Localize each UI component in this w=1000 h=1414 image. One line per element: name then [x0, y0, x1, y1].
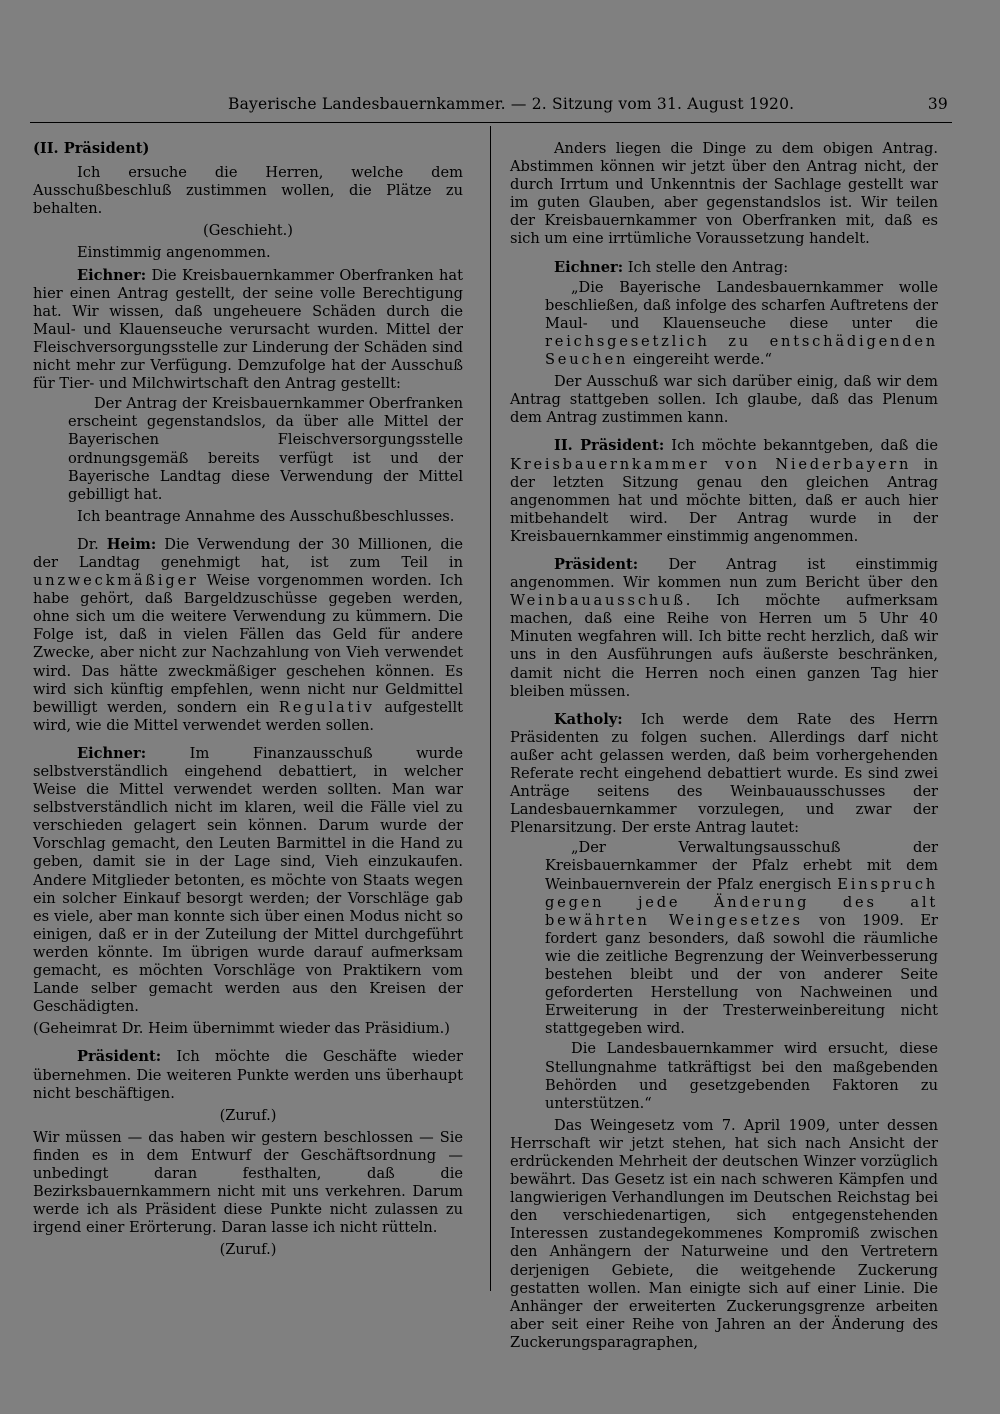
motion-quote [545, 279, 938, 369]
paragraph: Ich beantrage Annahme des Ausschußbeschlusses. [77, 507, 455, 525]
stage-direction: (Geschieht.) [203, 222, 293, 240]
column-divider [490, 126, 491, 1291]
speech [510, 437, 938, 546]
quote-text: von 1909. Er fordert ganz besonders, daß sowohl die räumliche wie die zeitliche Begrenzung der Weinverbesserung bestehen bleibt und der von anderer Seite geforderten Herstellung von Nachweinen und Erweiterung in der Tresterweinbereitung nicht stattgegeben wird. [545, 911, 938, 1038]
quote-text: „Die Bayerische Landesbauernkammer wolle beschließen, daß infolge des scharfen Auftretens der Maul- und Klauenseuche diese unter die [545, 278, 938, 332]
left-column [33, 140, 463, 1259]
continuation-heading: (II. Präsident) [33, 140, 150, 157]
quote-text: eingereiht werde.“ [628, 351, 772, 369]
right-column [510, 140, 938, 1352]
speech [510, 259, 938, 277]
speaker-name: II. Präsident: [554, 437, 665, 455]
stage-direction: (Zuruf.) [219, 1241, 277, 1259]
stage-direction: (Geheimrat Dr. Heim übernimmt wieder das Präsidium.) [33, 1020, 450, 1038]
paragraph: Anders liegen die Dinge zu dem obigen Antrag. Abstimmen können wir jetzt über den Antrag nicht, der durch Irrtum und Unkenntnis der Sachlage gestellt war im guten Glauben, aber gegenstandslos ist. Wir teilen der Kreisbauernkammer von Oberfranken mit, daß es sich um eine irrtümliche Voraussetzung handelt. [510, 140, 938, 248]
speaker-name: Präsident: [554, 555, 639, 573]
speaker-name: Heim: [106, 535, 157, 553]
motion-quote: Der Antrag der Kreisbauernkammer Oberfranken erscheint gegenstandslos, da über alle Mittel der Bayerischen Fleischversorgungsstelle ordnungsgemäß bereits verfügt ist und der Bayerische Landtag diese Verwendung der Mittel gebilligt hat. [68, 395, 463, 503]
running-header [30, 95, 970, 121]
spaced-emphasis: Kreisbauernkammer von Niederbayern [510, 455, 912, 473]
speech-text: Die Verwendung der 30 Millionen, die der Landtag genehmigt hat, ist zum Teil in [33, 535, 463, 571]
speech-text: Ich möchte bekanntgeben, daß die [664, 437, 938, 455]
paragraph: Das Weingesetz vom 7. April 1909, unter dessen Herrschaft wir jetzt stehen, hat sich nach Ansicht der erdrückenden Mehrheit der deutschen Winzer vorzüglich bewährt. Das Gesetz ist ein nach schweren Kämpfen und langwierigen Verhandlungen im Deutschen Reichstag bei den verschiedenartigen, sich entgegenstehenden Interessen zustandegekommenes Kompromiß zwischen den Anhängern der Naturweine und den Vertretern derjenigen Gebiete, die weitgehende Zuckerung gestatten wollen. Man einigte sich auf einer Linie. Die Anhänger der erweiterten Zuckerungsgrenze arbeiten aber seit einer Reihe von Jahren an der Änderung des Zuckerungsparagraphen, [510, 1116, 938, 1351]
motion-quote [545, 839, 938, 1038]
motion-quote: Die Landesbauernkammer wird ersucht, diese Stellungnahme tatkräftigst bei den maßgebenden Behörden und gesetzgebenden Faktoren zu unterstützen.“ [545, 1040, 938, 1112]
quote-text: „Der Verwaltungsausschuß der Kreisbauernkammer der Pfalz erhebt mit dem Weinbauernverein der Pfalz energisch [545, 839, 938, 893]
speech-text: Ich werde dem Rate des Herrn Präsidenten zu folgen suchen. Allerdings darf nicht außer acht gelassen werden, daß beim vorhergehenden Referate recht eingehend debattiert wurde. Es sind zwei Anträge seitens des Weinbauausschusses der Landesbauernkammer vorzulegen, und zwar der Plenarsitzung. Der erste Antrag lautet: [510, 710, 938, 837]
speech [33, 745, 463, 1016]
spaced-emphasis: unzweckmäßiger [33, 572, 199, 590]
speech [510, 556, 938, 701]
speech-text: Weise vorgenommen worden. Ich habe gehört, daß Bargeldzuschüsse gegeben werden, ohne sich um die weitere Verwendung zu kümmern. Die Folge ist, daß in vielen Fällen das Geld für andere Zwecke, aber nicht zur Nachzahlung von Vieh verwendet wird. Das hätte zweckmäßiger geschehen können. Es wird sich künftig empfehlen, wenn nicht nur Geldmittel bewilligt werden, sondern ein [33, 572, 463, 716]
speaker-name: Eichner: [77, 744, 147, 762]
speaker-name: Präsident: [77, 1048, 162, 1066]
speaker-name: Eichner: [77, 266, 147, 284]
stage-direction: (Zuruf.) [219, 1106, 277, 1124]
speech [33, 1048, 463, 1102]
speech [33, 536, 463, 735]
speech-text: Im Finanzausschuß wurde selbstverständlich eingehend debattiert, in welcher Weise die Mittel verwendet werden sollten. Man war selbstverständlich nicht im klaren, weil die Fälle viel zu verschieden gelagert sein können. Darum wurde der Vorschlag gemacht, den Leuten Barmittel in die Hand zu geben, damit sie in der Lage sind, Vieh einzukaufen. Andere Mitglieder betonten, es möchte von Staats wegen ein solcher Einkauf besorgt werden; der Vorschläge gab es viele, aber man konnte sich über einen Modus nicht so einigen, daß er in der Zuteilung der Mittel durchgeführt werden könnte. Im übrigen wurde darauf aufmerksam gemacht, es möchten Vorschläge von Praktikern vom Lande selber gemacht werden aus den Kreisen der Geschädigten. [33, 744, 463, 1016]
header-rule [30, 122, 952, 123]
paragraph: Ich ersuche die Herren, welche dem Ausschußbeschluß zustimmen wollen, die Plätze zu behalten. [33, 164, 463, 218]
page-number: 39 [927, 95, 948, 113]
speech-text: . Ich möchte aufmerksam machen, daß eine Reihe von Herren um 5 Uhr 40 Minuten wegfahren will. Ich bitte recht herzlich, daß wir uns in den Ausführungen aufs äußerste beschränken, damit nicht die Herren noch einen ganzen Tag hier bleiben müssen. [510, 592, 938, 700]
speaker-name: Eichner: [554, 258, 624, 276]
spaced-emphasis: Weinbauausschuß [510, 592, 686, 610]
speech [510, 711, 938, 838]
speech-text: in der letzten Sitzung genau den gleichen Antrag angenommen hat und möchte bitten, daß er auch hier mitbehandelt wird. Der Antrag wurde in der Kreisbauernkammer einstimmig angenommen. [510, 455, 938, 545]
speech-text: Der Antrag ist einstimmig angenommen. Wir kommen nun zum Bericht über den [510, 555, 938, 592]
speaker-name: Katholy: [554, 710, 623, 728]
speech-text: Die Kreisbauernkammer Oberfranken hat hier einen Antrag gestellt, der seine volle Berechtigung hat. Wir wissen, daß ungeheuere Schäden durch die Maul- und Klauenseuche verursacht wurden. Mittel der Fleischversorgungsstelle zur Linderung der Schäden sind nicht mehr zur Verfügung. Demzufolge hat der Ausschuß für Tier- und Milchwirtschaft den Antrag gestellt: [33, 266, 463, 393]
speech [33, 267, 463, 394]
spaced-emphasis: Einspruch gegen jede Änderung des alt bewährten Weingesetzes [545, 875, 938, 929]
speech-text: Ich möchte die Geschäfte wieder übernehmen. Die weiteren Punkte werden uns überhaupt nicht beschäftigen. [33, 1048, 463, 1102]
paragraph: Wir müssen — das haben wir gestern beschlossen — Sie finden es in dem Entwurf der Geschäftsordnung — unbedingt daran festhalten, daß die Bezirksbauernkammern nicht mit uns verkehren. Darum werde ich als Präsident diese Punkte nicht zulassen zu irgend einer Erörterung. Daran lasse ich nicht rütteln. [33, 1128, 463, 1237]
header-title: Bayerische Landesbauernkammer. — 2. Sitzung vom 31. August 1920. [228, 95, 795, 113]
spaced-emphasis: reichsgesetzlich zu entschädigenden Seuchen [545, 332, 938, 369]
speech-text: aufgestellt wird, wie die Mittel verwendet werden sollen. [33, 698, 463, 734]
speech-text: Ich stelle den Antrag: [623, 258, 789, 276]
paragraph: Einstimmig angenommen. [77, 244, 271, 262]
spaced-emphasis: Regulativ [278, 698, 375, 716]
paragraph: Der Ausschuß war sich darüber einig, daß wir dem Antrag stattgeben sollen. Ich glaube, daß das Plenum dem Antrag zustimmen kann. [510, 373, 938, 427]
speaker-title: Dr. [77, 535, 107, 553]
